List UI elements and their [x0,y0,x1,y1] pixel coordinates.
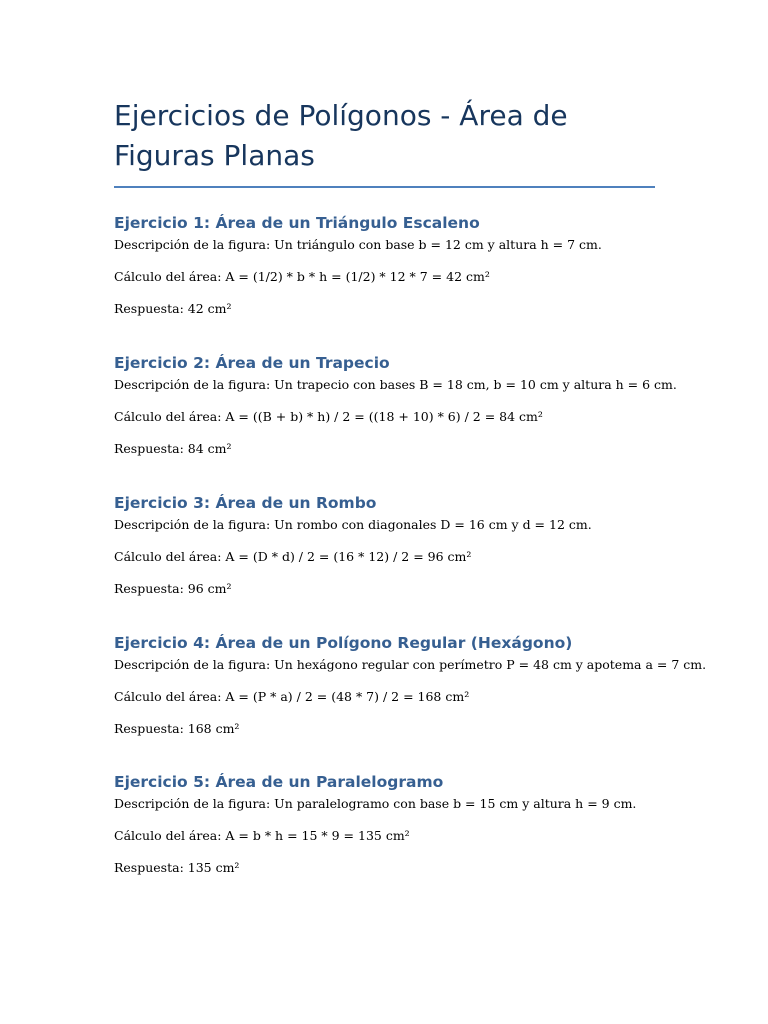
exercise-calculation: Cálculo del área: A = ((B + b) * h) / 2 = ((18 + 10) * 6) / 2 = 84 cm² [114,409,543,424]
exercise-calculation: Cálculo del área: A = (D * d) / 2 = (16 * 12) / 2 = 96 cm² [114,549,472,564]
exercise-heading: Ejercicio 1: Área de un Triángulo Escaleno [114,214,480,232]
exercise-3 [114,492,592,598]
exercise-calculation: Cálculo del área: A = (P * a) / 2 = (48 * 7) / 2 = 168 cm² [114,689,470,704]
exercise-answer: Respuesta: 42 cm² [114,301,232,316]
exercise-calculation: Cálculo del área: A = (1/2) * b * h = (1/2) * 12 * 7 = 42 cm² [114,269,490,284]
exercise-heading: Ejercicio 2: Área de un Trapecio [114,354,390,372]
exercise-description: Descripción de la figura: Un hexágono regular con perímetro P = 48 cm y apotema a = 7 cm. [114,657,707,672]
exercise-heading: Ejercicio 5: Área de un Paralelogramo [114,773,444,791]
exercise-1 [114,212,602,318]
exercise-answer: Respuesta: 135 cm² [114,860,240,875]
exercise-calculation: Cálculo del área: A = b * h = 15 * 9 = 135 cm² [114,828,410,843]
exercise-heading: Ejercicio 3: Área de un Rombo [114,494,377,512]
exercise-description: Descripción de la figura: Un paralelogramo con base b = 15 cm y altura h = 9 cm. [114,796,637,811]
exercise-heading: Ejercicio 4: Área de un Polígono Regular (Hexágono) [114,634,573,652]
title-divider [114,186,655,188]
exercise-5 [114,771,636,877]
document-title: Ejercicios de Polígonos - Área de Figuras Planas [114,99,568,172]
exercise-2 [114,352,677,458]
exercise-4 [114,632,706,738]
exercise-description: Descripción de la figura: Un rombo con diagonales D = 16 cm y d = 12 cm. [114,517,592,532]
exercise-answer: Respuesta: 168 cm² [114,721,240,736]
exercise-description: Descripción de la figura: Un trapecio con bases B = 18 cm, b = 10 cm y altura h = 6 cm. [114,377,677,392]
exercise-answer: Respuesta: 96 cm² [114,581,232,596]
document-page [114,96,707,875]
exercise-description: Descripción de la figura: Un triángulo con base b = 12 cm y altura h = 7 cm. [114,237,602,252]
exercise-answer: Respuesta: 84 cm² [114,441,232,456]
